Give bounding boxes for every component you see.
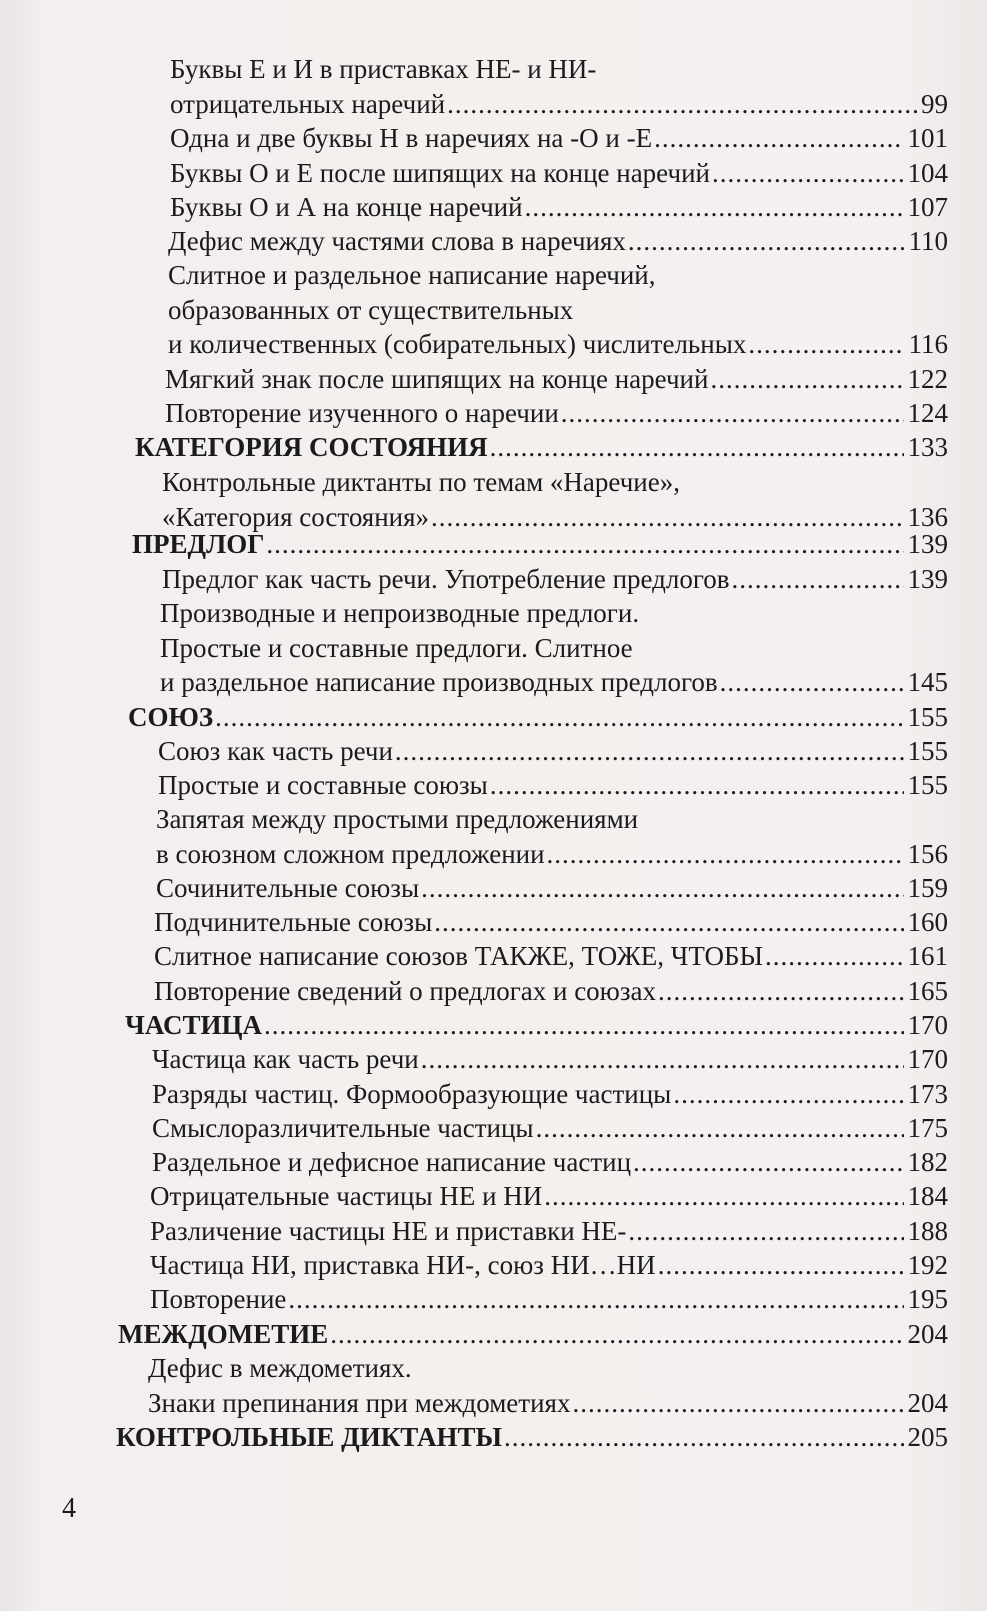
toc-entry: [148, 1351, 948, 1420]
dot-leader: [421, 1042, 904, 1077]
toc-entry-title: Смыслоразличительные частицы: [152, 1113, 534, 1143]
toc-entry-title: Дефис между частями слова в наречиях: [168, 226, 626, 256]
toc-entry-title: и раздельное написание производных предлогов: [160, 667, 718, 697]
toc-entry-title: в союзном сложном предложении: [156, 838, 545, 869]
toc-entry-row: [118, 1317, 948, 1352]
toc-entry-title: МЕЖДОМЕТИЕ: [118, 1319, 329, 1349]
toc-entry-title-line: Простые и составные предлоги. Слитное: [160, 632, 633, 663]
toc-entry: [154, 974, 948, 1009]
toc-entry-title-line: Слитное и раздельное написание наречий,: [168, 260, 656, 290]
toc-entry-title-line: Контрольные диктанты по темам «Наречие»,: [162, 467, 680, 497]
toc-section-heading: [118, 1317, 948, 1352]
toc-page-number: 188: [907, 1216, 948, 1246]
toc-entry: [152, 1111, 948, 1146]
toc-entry-title: Буквы О и Е после шипящих на конце наречий: [170, 158, 710, 188]
toc-entry: [168, 258, 948, 362]
toc-page-number: 170: [907, 1010, 948, 1040]
toc-page-number: 165: [907, 976, 948, 1006]
toc-entry-title: Подчинительные союзы: [154, 907, 433, 937]
toc-entry-row: [168, 327, 948, 362]
toc-entry-title: отрицательных наречий: [170, 88, 446, 119]
toc-page-number: 104: [907, 158, 948, 188]
toc-entry: [160, 596, 948, 700]
toc-entry-title: Простые и составные союзы: [158, 770, 488, 800]
toc-entry: [152, 1077, 948, 1112]
toc-page-number: 136: [907, 501, 948, 532]
dot-leader: [525, 190, 904, 225]
toc-entry-title: и количественных (собирательных) числительных: [168, 329, 747, 359]
toc-page-number: 107: [907, 192, 948, 222]
toc-section-heading: [135, 430, 948, 465]
toc-section-heading: [128, 700, 948, 735]
toc-section-heading: [132, 527, 948, 562]
toc-entry-title: Одна и две буквы Н в наречиях на -О и -Е: [170, 123, 653, 153]
dot-leader: [710, 362, 903, 397]
toc-entry-row: [158, 768, 948, 803]
toc-entry: [150, 1248, 948, 1283]
dot-leader: [712, 156, 904, 191]
toc-entry-title: Союз как часть речи: [158, 736, 393, 766]
toc-section-heading: [125, 1008, 948, 1043]
toc-page-number: 195: [907, 1284, 948, 1314]
toc-entry-title: Мягкий знак после шипящих на конце наречий: [165, 364, 709, 394]
toc-page-number: 124: [907, 398, 948, 428]
toc-page-number: 145: [907, 667, 948, 697]
dot-leader: [658, 974, 903, 1009]
toc-entry-row: [156, 837, 948, 872]
dot-leader: [633, 1145, 903, 1180]
toc-entry-title: КАТЕГОРИЯ СОСТОЯНИЯ: [135, 432, 488, 462]
toc-entry-title: СОЮЗ: [128, 702, 214, 732]
dot-leader: [421, 871, 903, 906]
dot-leader: [658, 1248, 904, 1283]
dot-leader: [544, 1179, 903, 1214]
toc-entry-title: Частица НИ, приставка НИ-, союз НИ…НИ: [150, 1250, 656, 1280]
dot-leader: [765, 939, 903, 974]
toc-page-number: 139: [907, 529, 948, 559]
toc-entry-title: Раздельное и дефисное написание частиц: [152, 1147, 632, 1177]
toc-entry: [158, 734, 948, 769]
toc-entry-row: [150, 1214, 948, 1249]
toc-entry-title-line: образованных от существительных: [168, 294, 574, 325]
toc-entry-row: [154, 939, 948, 974]
toc-entry-row: [152, 1077, 948, 1112]
toc-section-heading: [116, 1420, 948, 1455]
dot-leader: [215, 700, 903, 735]
page-number: 4: [62, 1493, 76, 1524]
toc-entry-title: Повторение сведений о предлогах и союзах: [154, 976, 657, 1006]
toc-entry: [152, 1145, 948, 1180]
toc-entry-title: ЧАСТИЦА: [125, 1010, 262, 1040]
toc-entry-row: [128, 700, 948, 735]
toc-entry-title: Повторение: [150, 1284, 287, 1314]
toc-entry-title: Различение частицы НЕ и приставки НЕ-: [150, 1216, 627, 1246]
toc-entry-title: Знаки препинания при междометиях: [148, 1387, 571, 1418]
toc-entry: [170, 121, 948, 156]
toc-entry-title: Сочинительные союзы: [156, 873, 420, 903]
toc-page-number: 192: [907, 1250, 948, 1280]
toc-entry: [150, 1179, 948, 1214]
toc-entry: [150, 1214, 948, 1249]
dot-leader: [561, 396, 904, 431]
dot-leader: [490, 430, 904, 465]
toc-entry-row: [160, 665, 948, 700]
toc-entry-row: [165, 396, 948, 431]
dot-leader: [490, 768, 904, 803]
toc-page-number: 155: [907, 770, 948, 800]
toc-page-number: 155: [907, 736, 948, 766]
toc-entry: [165, 396, 948, 431]
toc-entry-title: Разряды частиц. Формообразующие частицы: [152, 1079, 672, 1109]
toc-entry-row: [150, 1248, 948, 1283]
dot-leader: [288, 1282, 903, 1317]
toc-entry-row: [116, 1420, 948, 1455]
toc-entry-title: «Категория состояния»: [162, 501, 430, 532]
toc-entry-row: [170, 121, 948, 156]
dot-leader: [720, 665, 904, 700]
toc-entry-row: [165, 362, 948, 397]
toc-entry-row: [154, 905, 948, 940]
toc-entry-row: [156, 871, 948, 906]
toc-entry-title: Предлог как часть речи. Употребление предлогов: [162, 564, 730, 594]
toc-page-number: 173: [907, 1079, 948, 1109]
dot-leader: [434, 905, 903, 940]
toc-entry: [162, 562, 948, 597]
toc-entry-title: ПРЕДЛОГ: [132, 529, 265, 559]
toc-page-number: 139: [907, 564, 948, 594]
toc-page-number: 161: [907, 941, 948, 971]
toc-entry: [158, 768, 948, 803]
toc-page-number: 122: [907, 364, 948, 394]
toc-entry-row: [152, 1145, 948, 1180]
toc-page-number: 116: [908, 329, 948, 359]
dot-leader: [628, 224, 905, 259]
toc-entry-row: [148, 1386, 948, 1421]
toc-entry-title-line: Производные и непроизводные предлоги.: [160, 598, 640, 628]
toc-entry-row: [135, 430, 948, 465]
toc-entry-row: [150, 1179, 948, 1214]
toc-entry-row: [152, 1042, 948, 1077]
toc-page-number: 204: [907, 1387, 948, 1418]
toc-entry-title-line: Дефис в междометиях.: [148, 1353, 412, 1383]
toc-entry-row: [150, 1282, 948, 1317]
toc-entry-row: [132, 527, 948, 562]
toc-page-number: 99: [921, 88, 948, 119]
toc-entry: [165, 362, 948, 397]
dot-leader: [628, 1214, 903, 1249]
toc-entry-title: Отрицательные частицы НЕ и НИ: [150, 1181, 543, 1211]
toc-page-number: 204: [907, 1319, 948, 1349]
toc-entry-title: КОНТРОЛЬНЫЕ ДИКТАНТЫ: [116, 1422, 502, 1452]
dot-leader: [673, 1077, 903, 1112]
dot-leader: [264, 1008, 904, 1043]
toc-entry-title-line: Буквы Е и И в приставках НЕ- и НИ-: [170, 54, 597, 84]
toc-entry: [154, 905, 948, 940]
toc-entry: [156, 871, 948, 906]
toc-entry: [150, 1282, 948, 1317]
toc-entry: [170, 190, 948, 225]
toc-entry-row: [162, 562, 948, 597]
toc-entry: [170, 156, 948, 191]
toc-entry-row: [170, 87, 948, 122]
dot-leader: [536, 1111, 904, 1146]
toc-entry-title: Частица как часть речи: [152, 1044, 419, 1074]
toc-entry: [170, 52, 948, 121]
toc-entry-title: Слитное написание союзов ТАКЖЕ, ТОЖЕ, ЧТОБЫ: [154, 941, 764, 971]
toc-page-number: 160: [907, 907, 948, 937]
toc-page-number: 133: [907, 432, 948, 462]
dot-leader: [447, 87, 917, 122]
dot-leader: [395, 734, 904, 769]
toc-page-number: 155: [907, 702, 948, 732]
toc-page-number: 175: [907, 1113, 948, 1143]
toc-entry-row: [170, 190, 948, 225]
toc-page-number: 156: [907, 838, 948, 869]
toc-entry: [168, 224, 948, 259]
toc-entry: [156, 802, 948, 871]
toc-entry-title: Повторение изученного о наречии: [165, 398, 559, 428]
dot-leader: [654, 121, 903, 156]
toc-entry-title: Буквы О и А на конце наречий: [170, 192, 523, 222]
toc-page-number: 182: [907, 1147, 948, 1177]
toc-entry-row: [168, 224, 948, 259]
toc-entry-row: [158, 734, 948, 769]
toc-entry: [154, 939, 948, 974]
toc-entry-row: [170, 156, 948, 191]
toc-entry: [162, 465, 948, 534]
toc-page-number: 110: [908, 226, 948, 256]
toc-page-number: 170: [907, 1044, 948, 1074]
toc-entry-title-line: Запятая между простыми предложениями: [156, 804, 639, 834]
toc-entry-row: [152, 1111, 948, 1146]
toc-page-number: 159: [907, 873, 948, 903]
toc-page-number: 184: [907, 1181, 948, 1211]
dot-leader: [330, 1317, 903, 1352]
toc-entry: [152, 1042, 948, 1077]
toc-entry-row: [125, 1008, 948, 1043]
toc-page-number: 205: [907, 1422, 948, 1452]
toc-page-number: 101: [907, 123, 948, 153]
dot-leader: [748, 327, 904, 362]
dot-leader: [732, 562, 904, 597]
dot-leader: [266, 527, 903, 562]
toc-entry-row: [154, 974, 948, 1009]
dot-leader: [504, 1420, 904, 1455]
dot-leader: [547, 837, 904, 872]
dot-leader: [572, 1386, 903, 1421]
